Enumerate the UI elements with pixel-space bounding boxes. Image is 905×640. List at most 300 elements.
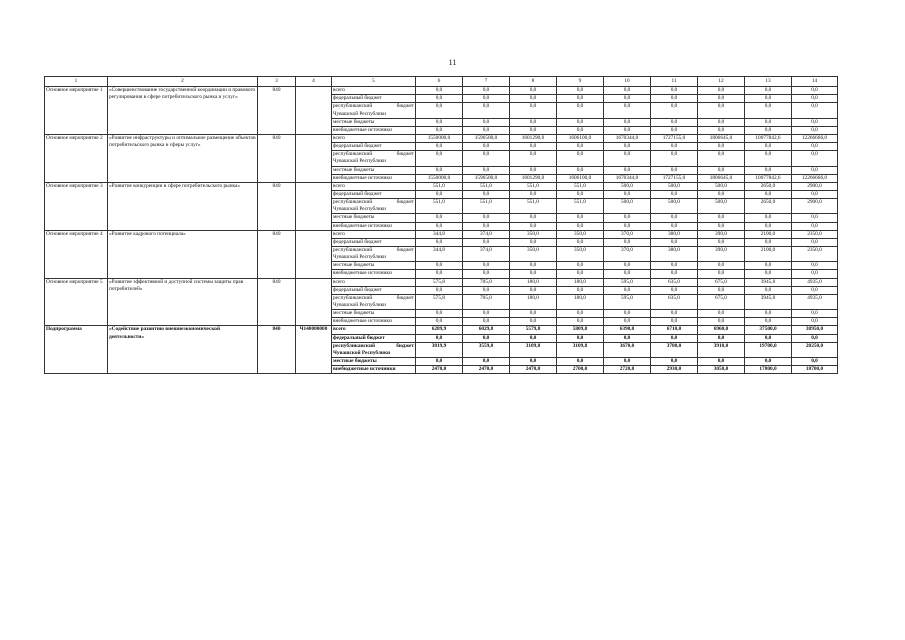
- amount-cell: 0,0: [416, 310, 463, 318]
- amount-cell: 3109,8: [510, 342, 557, 357]
- amount-cell: 0,0: [651, 190, 698, 198]
- amount-cell: 3670,0: [604, 342, 651, 357]
- amount-cell: 0,0: [651, 166, 698, 174]
- amount-cell: 0,0: [745, 334, 792, 342]
- amount-cell: 0,0: [698, 270, 745, 278]
- amount-cell: 4935,0: [792, 294, 838, 309]
- amount-cell: 500,0: [698, 199, 745, 214]
- amount-cell: 0,0: [745, 357, 792, 365]
- amount-cell: 0,0: [557, 126, 604, 134]
- amount-cell: 0,0: [510, 87, 557, 95]
- amount-cell: 0,0: [557, 357, 604, 365]
- amount-cell: 0,0: [651, 126, 698, 134]
- amount-cell: 0,0: [510, 95, 557, 103]
- amount-cell: 3050,0: [698, 366, 745, 374]
- amount-cell: 0,0: [463, 126, 510, 134]
- amount-cell: 1606100,0: [557, 134, 604, 142]
- amount-cell: 2100,0: [745, 246, 792, 261]
- amount-cell: 0,0: [416, 270, 463, 278]
- amount-cell: 0,0: [792, 87, 838, 95]
- amount-cell: 0,0: [651, 238, 698, 246]
- table-row: [45, 182, 838, 190]
- funding-source-label: всего: [332, 134, 416, 142]
- funding-source-label: федеральный бюджет: [332, 286, 416, 294]
- column-number-10: 10: [604, 77, 651, 87]
- amount-cell: 12266666,0: [792, 174, 838, 182]
- amount-cell: 0,0: [651, 318, 698, 326]
- amount-cell: 0,0: [745, 310, 792, 318]
- funding-table: [44, 76, 838, 374]
- amount-cell: 705,0: [463, 278, 510, 286]
- amount-cell: 0,0: [745, 222, 792, 230]
- amount-cell: 0,0: [651, 151, 698, 166]
- funding-source-label: федеральный бюджет: [332, 334, 416, 342]
- amount-cell: 551,0: [510, 199, 557, 214]
- amount-cell: 0,0: [792, 262, 838, 270]
- amount-cell: 0,0: [651, 118, 698, 126]
- amount-cell: 0,0: [463, 318, 510, 326]
- amount-cell: 0,0: [745, 270, 792, 278]
- amount-cell: 17800,0: [745, 366, 792, 374]
- funding-source-label: республиканский бюджет Чувашской Республики: [333, 246, 414, 261]
- amount-cell: 1670344,0: [604, 174, 651, 182]
- amount-cell: 0,0: [510, 238, 557, 246]
- amount-cell: 500,0: [604, 199, 651, 214]
- program-code: [296, 87, 332, 135]
- amount-cell: 38950,0: [792, 326, 838, 334]
- amount-cell: 635,0: [651, 294, 698, 309]
- funding-source-label: внебюджетные источники: [332, 174, 416, 182]
- amount-cell: 551,0: [416, 199, 463, 214]
- amount-cell: 675,0: [698, 278, 745, 286]
- amount-cell: 10077842,6: [745, 134, 792, 142]
- amount-cell: 0,0: [604, 190, 651, 198]
- table-body: [45, 77, 838, 374]
- amount-cell: 0,0: [792, 310, 838, 318]
- amount-cell: 0,0: [463, 87, 510, 95]
- amount-cell: 1727155,0: [651, 174, 698, 182]
- amount-cell: 0,0: [745, 166, 792, 174]
- amount-cell: 3780,0: [651, 342, 698, 357]
- amount-cell: 0,0: [792, 166, 838, 174]
- amount-cell: 0,0: [604, 318, 651, 326]
- amount-cell: 1606100,0: [557, 174, 604, 182]
- amount-cell: 0,0: [510, 310, 557, 318]
- amount-cell: 6289,9: [416, 326, 463, 334]
- amount-cell: 0,0: [698, 334, 745, 342]
- amount-cell: 2470,0: [463, 366, 510, 374]
- amount-cell: 12266666,0: [792, 134, 838, 142]
- amount-cell: 19700,0: [745, 342, 792, 357]
- page-number: 11: [448, 58, 457, 67]
- program-code: [296, 278, 332, 326]
- amount-cell: 0,0: [792, 286, 838, 294]
- responsible-code: 840: [258, 326, 296, 374]
- amount-cell: 0,0: [745, 286, 792, 294]
- activity-name: Основное мероприятие 3: [45, 182, 108, 230]
- amount-cell: 3109,8: [557, 342, 604, 357]
- amount-cell: 0,0: [463, 95, 510, 103]
- activity-title: «Развитие кадрового потенциала»: [108, 230, 258, 278]
- activity-name: Основное мероприятие 5: [45, 278, 108, 326]
- funding-source-label: местные бюджеты: [332, 262, 416, 270]
- table-row: [45, 87, 838, 95]
- amount-cell: 675,0: [698, 294, 745, 309]
- amount-cell: 0,0: [604, 118, 651, 126]
- funding-source-label: местные бюджеты: [332, 214, 416, 222]
- funding-source-label: внебюджетные источники: [332, 126, 416, 134]
- amount-cell: 500,0: [651, 182, 698, 190]
- amount-cell: 0,0: [463, 190, 510, 198]
- funding-source-label: федеральный бюджет: [332, 238, 416, 246]
- amount-cell: 0,0: [463, 222, 510, 230]
- column-number-5: 5: [332, 77, 416, 87]
- amount-cell: 0,0: [557, 143, 604, 151]
- amount-cell: 0,0: [463, 310, 510, 318]
- amount-cell: 0,0: [792, 151, 838, 166]
- amount-cell: 0,0: [463, 357, 510, 365]
- amount-cell: 1806645,0: [698, 134, 745, 142]
- amount-cell: 2350,0: [792, 230, 838, 238]
- amount-cell: 595,0: [604, 294, 651, 309]
- funding-source-label: республиканский бюджет Чувашской Республики: [333, 199, 414, 213]
- amount-cell: 0,0: [698, 286, 745, 294]
- amount-cell: 180,0: [510, 294, 557, 309]
- amount-cell: 0,0: [557, 214, 604, 222]
- amount-cell: 0,0: [463, 270, 510, 278]
- amount-cell: 0,0: [698, 318, 745, 326]
- amount-cell: 0,0: [604, 166, 651, 174]
- amount-cell: 350,0: [510, 230, 557, 238]
- amount-cell: 5809,8: [557, 326, 604, 334]
- amount-cell: 0,0: [557, 118, 604, 126]
- amount-cell: 1596500,0: [463, 134, 510, 142]
- amount-cell: 350,0: [557, 230, 604, 238]
- amount-cell: 0,0: [510, 190, 557, 198]
- amount-cell: 0,0: [745, 151, 792, 166]
- funding-source-label: республиканский бюджет Чувашской Республики: [333, 151, 414, 165]
- amount-cell: 0,0: [745, 87, 792, 95]
- amount-cell: 0,0: [463, 214, 510, 222]
- amount-cell: 0,0: [416, 166, 463, 174]
- amount-cell: 10077842,6: [745, 174, 792, 182]
- amount-cell: 37500,0: [745, 326, 792, 334]
- amount-cell: 2350,0: [792, 246, 838, 261]
- amount-cell: 0,0: [604, 87, 651, 95]
- funding-source-label: всего: [332, 278, 416, 286]
- amount-cell: 551,0: [557, 199, 604, 214]
- amount-cell: 0,0: [792, 238, 838, 246]
- amount-cell: 180,0: [510, 278, 557, 286]
- amount-cell: 0,0: [792, 318, 838, 326]
- amount-cell: 1601290,0: [510, 174, 557, 182]
- amount-cell: 551,0: [463, 182, 510, 190]
- amount-cell: 0,0: [698, 262, 745, 270]
- amount-cell: 0,0: [792, 118, 838, 126]
- amount-cell: 0,0: [745, 118, 792, 126]
- responsible-code: 840: [258, 134, 296, 182]
- amount-cell: 0,0: [651, 286, 698, 294]
- amount-cell: 0,0: [698, 357, 745, 365]
- amount-cell: 1601290,0: [510, 134, 557, 142]
- amount-cell: 0,0: [510, 357, 557, 365]
- amount-cell: 0,0: [745, 190, 792, 198]
- amount-cell: 595,0: [604, 278, 651, 286]
- amount-cell: 374,0: [463, 246, 510, 261]
- funding-source-label: республиканский бюджет Чувашской Республики: [333, 103, 414, 117]
- activity-title: «Содействие развитию внешнеэкономической деятельности»: [108, 326, 258, 374]
- funding-source-label: республиканский бюджет Чувашской Республики: [333, 342, 414, 356]
- amount-cell: 2650,0: [745, 199, 792, 214]
- amount-cell: 0,0: [463, 103, 510, 118]
- amount-cell: 0,0: [463, 334, 510, 342]
- amount-cell: 0,0: [416, 95, 463, 103]
- program-code: [296, 230, 332, 278]
- amount-cell: 0,0: [463, 166, 510, 174]
- amount-cell: 0,0: [557, 190, 604, 198]
- amount-cell: 0,0: [698, 103, 745, 118]
- amount-cell: 0,0: [745, 95, 792, 103]
- amount-cell: 0,0: [745, 318, 792, 326]
- amount-cell: 551,0: [510, 182, 557, 190]
- amount-cell: 635,0: [651, 278, 698, 286]
- amount-cell: 0,0: [698, 222, 745, 230]
- amount-cell: 0,0: [792, 103, 838, 118]
- column-number-12: 12: [698, 77, 745, 87]
- responsible-code: 840: [258, 87, 296, 135]
- amount-cell: 0,0: [416, 214, 463, 222]
- amount-cell: 0,0: [698, 214, 745, 222]
- amount-cell: 0,0: [510, 318, 557, 326]
- amount-cell: 0,0: [792, 190, 838, 198]
- amount-cell: 551,0: [557, 182, 604, 190]
- amount-cell: 575,8: [416, 294, 463, 309]
- column-number-2: 2: [108, 77, 258, 87]
- amount-cell: 6390,0: [604, 326, 651, 334]
- responsible-code: 840: [258, 182, 296, 230]
- funding-source-label: местные бюджеты: [332, 118, 416, 126]
- amount-cell: 0,0: [510, 143, 557, 151]
- amount-cell: 0,0: [698, 95, 745, 103]
- amount-cell: 180,0: [557, 278, 604, 286]
- amount-cell: 0,0: [792, 222, 838, 230]
- program-code: [296, 134, 332, 182]
- amount-cell: 0,0: [557, 318, 604, 326]
- amount-cell: 0,0: [651, 270, 698, 278]
- amount-cell: 0,0: [698, 118, 745, 126]
- amount-cell: 0,0: [510, 270, 557, 278]
- amount-cell: 0,0: [510, 166, 557, 174]
- amount-cell: 5579,8: [510, 326, 557, 334]
- amount-cell: 0,0: [463, 151, 510, 166]
- amount-cell: 0,0: [604, 151, 651, 166]
- column-number-13: 13: [745, 77, 792, 87]
- amount-cell: 0,0: [416, 262, 463, 270]
- funding-source-label: федеральный бюджет: [332, 95, 416, 103]
- column-number-9: 9: [557, 77, 604, 87]
- amount-cell: 500,0: [604, 182, 651, 190]
- amount-cell: 0,0: [651, 222, 698, 230]
- amount-cell: 0,0: [604, 126, 651, 134]
- amount-cell: 0,0: [557, 334, 604, 342]
- table-row: [45, 134, 838, 142]
- amount-cell: 0,0: [651, 262, 698, 270]
- amount-cell: 0,0: [651, 214, 698, 222]
- amount-cell: 3819,9: [416, 342, 463, 357]
- amount-cell: 0,0: [698, 310, 745, 318]
- amount-cell: 0,0: [510, 126, 557, 134]
- table-row: [45, 326, 838, 334]
- amount-cell: 0,0: [557, 270, 604, 278]
- amount-cell: 0,0: [416, 118, 463, 126]
- amount-cell: 0,0: [463, 262, 510, 270]
- amount-cell: 0,0: [557, 310, 604, 318]
- amount-cell: 0,0: [698, 151, 745, 166]
- amount-cell: 2650,0: [745, 182, 792, 190]
- amount-cell: 0,0: [604, 95, 651, 103]
- amount-cell: 0,0: [416, 286, 463, 294]
- amount-cell: 350,0: [510, 246, 557, 261]
- amount-cell: 20250,0: [792, 342, 838, 357]
- amount-cell: 0,0: [557, 103, 604, 118]
- column-number-7: 7: [463, 77, 510, 87]
- column-number-6: 6: [416, 77, 463, 87]
- amount-cell: 0,0: [510, 118, 557, 126]
- amount-cell: 6960,0: [698, 326, 745, 334]
- amount-cell: 2720,0: [604, 366, 651, 374]
- amount-cell: 370,0: [604, 246, 651, 261]
- amount-cell: 0,0: [698, 143, 745, 151]
- amount-cell: 0,0: [557, 286, 604, 294]
- amount-cell: 0,0: [651, 87, 698, 95]
- amount-cell: 390,0: [698, 230, 745, 238]
- amount-cell: 0,0: [604, 222, 651, 230]
- amount-cell: 2900,0: [792, 182, 838, 190]
- amount-cell: 0,0: [463, 118, 510, 126]
- amount-cell: 0,0: [510, 334, 557, 342]
- amount-cell: 2470,0: [510, 366, 557, 374]
- amount-cell: 0,0: [604, 334, 651, 342]
- amount-cell: 0,0: [745, 238, 792, 246]
- amount-cell: 0,0: [557, 166, 604, 174]
- amount-cell: 0,0: [745, 126, 792, 134]
- amount-cell: 500,0: [698, 182, 745, 190]
- column-number-8: 8: [510, 77, 557, 87]
- amount-cell: 0,0: [792, 214, 838, 222]
- funding-source-label: всего: [332, 87, 416, 95]
- amount-cell: 0,0: [745, 262, 792, 270]
- amount-cell: 0,0: [463, 286, 510, 294]
- amount-cell: 1806645,0: [698, 174, 745, 182]
- funding-source-label: федеральный бюджет: [332, 190, 416, 198]
- amount-cell: 3559,8: [463, 342, 510, 357]
- amount-cell: 0,0: [604, 143, 651, 151]
- funding-source-label: местные бюджеты: [332, 310, 416, 318]
- amount-cell: 500,0: [651, 199, 698, 214]
- amount-cell: 0,0: [651, 143, 698, 151]
- amount-cell: 3945,0: [745, 278, 792, 286]
- amount-cell: 0,0: [416, 222, 463, 230]
- amount-cell: 0,0: [510, 222, 557, 230]
- amount-cell: 1727155,0: [651, 134, 698, 142]
- amount-cell: 0,0: [416, 87, 463, 95]
- amount-cell: 0,0: [651, 310, 698, 318]
- amount-cell: 0,0: [651, 334, 698, 342]
- amount-cell: 0,0: [792, 126, 838, 134]
- column-number-4: 4: [296, 77, 332, 87]
- amount-cell: 1596500,0: [463, 174, 510, 182]
- amount-cell: 0,0: [510, 214, 557, 222]
- activity-title: «Развитие конкуренции в сфере потребительского рынка»: [108, 182, 258, 230]
- amount-cell: 180,0: [557, 294, 604, 309]
- amount-cell: 350,0: [557, 246, 604, 261]
- activity-name: Подпрограмма: [45, 326, 108, 374]
- amount-cell: 6029,8: [463, 326, 510, 334]
- amount-cell: 1550000,0: [416, 174, 463, 182]
- amount-cell: 0,0: [604, 262, 651, 270]
- activity-name: Основное мероприятие 4: [45, 230, 108, 278]
- amount-cell: 3945,0: [745, 294, 792, 309]
- amount-cell: 0,0: [745, 214, 792, 222]
- funding-source-label: республиканский бюджет Чувашской Республики: [333, 294, 414, 308]
- program-code: [296, 182, 332, 230]
- amount-cell: 4935,0: [792, 278, 838, 286]
- amount-cell: 0,0: [416, 357, 463, 365]
- column-number-1: 1: [45, 77, 108, 87]
- amount-cell: 0,0: [510, 286, 557, 294]
- amount-cell: 551,0: [463, 199, 510, 214]
- amount-cell: 0,0: [557, 222, 604, 230]
- amount-cell: 0,0: [557, 87, 604, 95]
- amount-cell: 390,0: [698, 246, 745, 261]
- amount-cell: 2930,0: [651, 366, 698, 374]
- column-number-14: 14: [792, 77, 838, 87]
- amount-cell: 0,0: [792, 357, 838, 365]
- amount-cell: 0,0: [557, 262, 604, 270]
- amount-cell: 0,0: [416, 103, 463, 118]
- amount-cell: 18700,0: [792, 366, 838, 374]
- amount-cell: 0,0: [792, 334, 838, 342]
- amount-cell: 0,0: [651, 357, 698, 365]
- amount-cell: 2100,0: [745, 230, 792, 238]
- activity-title: «Совершенствование государственной координации и правового регулирования в сфере потребительского рынка и услуг»: [108, 87, 258, 135]
- amount-cell: 1670344,0: [604, 134, 651, 142]
- amount-cell: 380,0: [651, 230, 698, 238]
- amount-cell: 2900,0: [792, 199, 838, 214]
- funding-source-label: внебюджетные источники: [332, 366, 416, 374]
- amount-cell: 344,8: [416, 246, 463, 261]
- amount-cell: 551,0: [416, 182, 463, 190]
- activity-title: «Развитие эффективной и доступной системы защиты прав потребителей»: [108, 278, 258, 326]
- amount-cell: 0,0: [416, 334, 463, 342]
- amount-cell: 0,0: [698, 87, 745, 95]
- column-number-11: 11: [651, 77, 698, 87]
- amount-cell: 0,0: [557, 238, 604, 246]
- amount-cell: 0,0: [698, 238, 745, 246]
- amount-cell: 3910,0: [698, 342, 745, 357]
- amount-cell: 0,0: [604, 238, 651, 246]
- amount-cell: 0,0: [416, 126, 463, 134]
- amount-cell: 0,0: [463, 238, 510, 246]
- amount-cell: 374,0: [463, 230, 510, 238]
- activity-name: Основное мероприятие 1: [45, 87, 108, 135]
- funding-source-label: федеральный бюджет: [332, 143, 416, 151]
- amount-cell: 0,0: [416, 238, 463, 246]
- amount-cell: 0,0: [510, 262, 557, 270]
- activity-title: «Развитие инфраструктуры и оптимальное размещение объектов потребительского рынка и сферы услуг»: [108, 134, 258, 182]
- amount-cell: 344,8: [416, 230, 463, 238]
- amount-cell: 705,0: [463, 294, 510, 309]
